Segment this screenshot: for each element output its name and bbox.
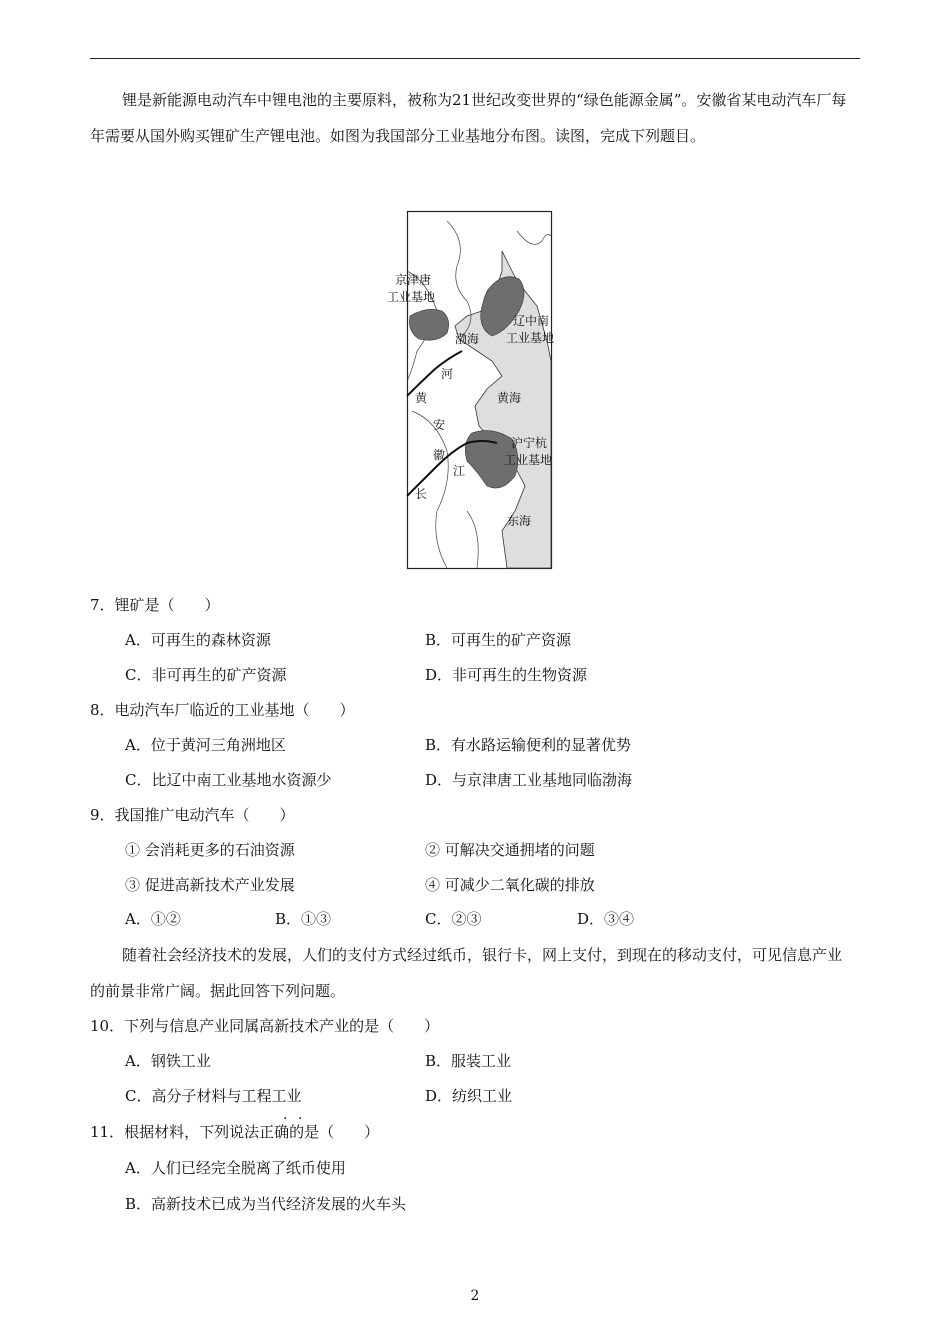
q8-option-a: A．位于黄河三角洲地区 <box>125 736 286 754</box>
label-huningh-1: 沪宁杭 <box>511 436 548 450</box>
industrial-base-map <box>387 211 555 569</box>
q8-stem: 8．电动汽车厂临近的工业基地（ ） <box>90 701 355 719</box>
q9-statement-4: ④ 可减少二氧化碳的排放 <box>425 876 595 894</box>
emphasis-dot: · <box>283 1111 288 1127</box>
q8-option-b: B．有水路运输便利的显著优势 <box>425 736 632 754</box>
q9-statement-3: ③ 促进高新技术产业发展 <box>125 876 295 894</box>
intro-paragraph-payment: 随着社会经济技术的发展，人们的支付方式经过纸币，银行卡，网上支付，到现在的移动支付，可见信息产业的前景非常广阔。据此回答下列问题。 <box>90 946 843 1000</box>
label-liaozhongnan-2: 工业基地 <box>506 331 555 345</box>
q11-option-a: A．人们已经完全脱离了纸币使用 <box>125 1159 346 1177</box>
label-he: 河 <box>441 367 454 381</box>
q7-option-a: A．可再生的森林资源 <box>125 631 271 649</box>
q10-option-a: A．钢铁工业 <box>125 1052 211 1070</box>
q7-option-c: C．非可再生的矿产资源 <box>125 666 287 684</box>
q8-option-c: C．比辽中南工业基地水资源少 <box>125 771 332 789</box>
label-bohai: 渤海 <box>455 332 480 346</box>
label-donghai: 东海 <box>507 514 532 528</box>
q8-option-d: D．与京津唐工业基地同临渤海 <box>425 771 633 789</box>
q9-stem: 9．我国推广电动汽车（ ） <box>90 806 295 824</box>
q10-option-b: B．服装工业 <box>425 1052 512 1070</box>
label-huanghai: 黄海 <box>497 391 522 405</box>
label-jiang: 江 <box>453 464 466 478</box>
q10-stem: 10．下列与信息产业同属高新技术产业的是（ ） <box>90 1017 440 1035</box>
label-huningh-2: 工业基地 <box>504 453 553 467</box>
q10-option-c: C．高分子材料与工程工业 <box>125 1087 302 1105</box>
intro-paragraph-lithium: 锂是新能源电动汽车中锂电池的主要原料，被称为21世纪改变世界的“绿色能源金属”。安徽省某电动汽车厂每年需要从国外购买锂矿生产锂电池。如图为我国部分工业基地分布图。读图，完成下列题目。 <box>90 91 847 145</box>
label-hui: 徽 <box>433 448 446 462</box>
q11-stem: 11．根据材料，下列说法正确的是（ ） <box>90 1123 380 1141</box>
q7-stem: 7．锂矿是（ ） <box>90 596 220 614</box>
emphasis-dot: · <box>298 1111 303 1127</box>
q9-option-a: A．①② <box>125 910 181 928</box>
q9-statement-1: ① 会消耗更多的石油资源 <box>125 841 295 859</box>
header-rule <box>90 58 860 59</box>
label-jingjintang-2: 工业基地 <box>387 290 436 304</box>
page-number: 2 <box>470 1288 480 1304</box>
label-liaozhongnan-1: 辽中南 <box>513 314 550 328</box>
label-jingjintang-1: 京津唐 <box>395 273 432 287</box>
q11-option-b: B．高新技术已成为当代经济发展的火车头 <box>125 1195 407 1213</box>
q9-option-d: D．③④ <box>577 910 635 928</box>
q7-option-b: B．可再生的矿产资源 <box>425 631 572 649</box>
label-huang: 黄 <box>415 391 428 405</box>
q7-option-d: D．非可再生的生物资源 <box>425 666 588 684</box>
label-chang: 长 <box>415 487 428 501</box>
q9-statement-2: ② 可解决交通拥堵的问题 <box>425 841 595 859</box>
q9-option-b: B．①③ <box>275 910 332 928</box>
q10-option-d: D．纺织工业 <box>425 1087 513 1105</box>
q9-option-c: C．②③ <box>425 910 482 928</box>
label-an: 安 <box>433 418 446 432</box>
jingjintang-base-area <box>409 309 448 340</box>
